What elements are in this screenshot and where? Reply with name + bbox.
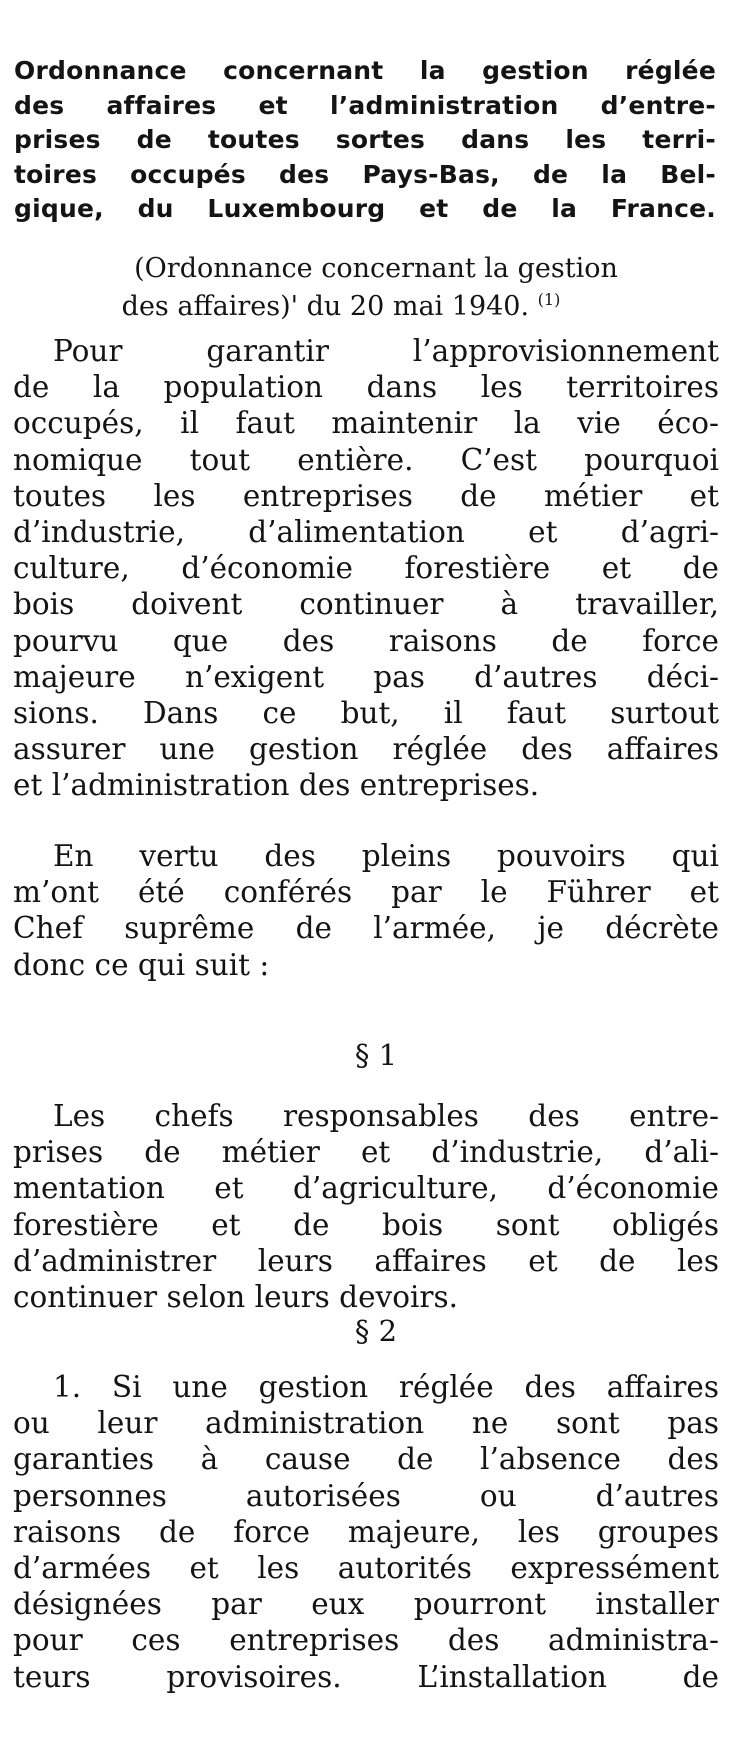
text-line: toutes les entreprises de métier et — [13, 478, 719, 513]
subtitle-line — [0, 284, 752, 322]
ordinance-subtitle — [0, 253, 752, 322]
text-line: sions. Dans ce but, il faut surtout — [13, 696, 719, 731]
text-line: majeure n’exigent pas d’autres déci- — [13, 659, 719, 694]
title-line: prises de toutes sortes dans les terri- — [14, 125, 716, 154]
text-line: raisons de force majeure, les groupes — [13, 1514, 719, 1549]
text-line: Chef suprême de l’armée, je décrète — [13, 911, 719, 946]
section-2-paragraph — [13, 1369, 719, 1695]
text-line: pour ces entreprises des administra- — [13, 1623, 719, 1658]
text-line: et l’administration des entreprises. — [13, 768, 540, 803]
subtitle-line: (Ordonnance concernant la gestion — [134, 253, 618, 284]
text-line: d’industrie, d’alimentation et d’agri- — [13, 515, 719, 550]
text-line: assurer une gestion réglée des affaires — [13, 732, 719, 767]
text-line: Les chefs responsables des entre- — [53, 1099, 719, 1133]
text-line: continuer selon leurs devoirs. — [13, 1280, 459, 1315]
title-line: des affaires et l’administration d’entre- — [14, 90, 716, 120]
text-line: Pour garantir l’approvisionnement — [53, 334, 719, 368]
preamble-paragraph — [13, 333, 719, 804]
text-line: pourvu que des raisons de force — [13, 623, 719, 658]
text-line: prises de métier et d’industrie, d’ali- — [13, 1135, 719, 1170]
subtitle-date: des affaires)' du 20 mai 1940. — [121, 291, 530, 322]
title-line: gique, du Luxembourg et de la France. — [14, 194, 716, 223]
title-line: toires occupés des Pays-Bas, de la Bel- — [14, 159, 716, 189]
section-1-paragraph — [13, 1098, 719, 1315]
text-line: nomique tout entière. C’est pourquoi — [13, 442, 719, 477]
text-line: m’ont été conférés par le Führer et — [13, 875, 719, 910]
text-line: En vertu des pleins pouvoirs qui — [53, 839, 719, 873]
section-1-heading: § 1 — [354, 1038, 398, 1072]
title-line: Ordonnance concernant la gestion réglée — [14, 56, 716, 85]
section-2-heading: § 2 — [354, 1314, 398, 1348]
ordinance-title — [14, 54, 716, 227]
decree-paragraph — [13, 838, 719, 983]
text-line: culture, d’économie forestière et de — [13, 551, 719, 586]
text-line: forestière et de bois sont obligés — [13, 1207, 719, 1242]
text-line: occupés, il faut maintenir la vie éco- — [13, 406, 719, 441]
text-line: d’armées et les autorités expressément — [13, 1551, 719, 1586]
text-line: 1. Si une gestion réglée des affaires — [53, 1370, 719, 1404]
text-line: ou leur administration ne sont pas — [13, 1406, 719, 1441]
text-line: de la population dans les territoires — [13, 370, 719, 405]
text-line: teurs provisoires. L’installation de — [13, 1659, 719, 1694]
text-line: désignées par eux pourront installer — [13, 1587, 719, 1622]
text-line: d’administrer leurs affaires et de les — [13, 1243, 719, 1278]
text-line: mentation et d’agriculture, d’économie — [13, 1171, 719, 1206]
text-line: personnes autorisées ou d’autres — [13, 1478, 719, 1513]
text-line: bois doivent continuer à travailler, — [13, 587, 719, 622]
text-line: donc ce qui suit : — [13, 947, 270, 982]
text-line: garanties à cause de l’absence des — [13, 1442, 719, 1477]
footnote-mark: (1) — [537, 290, 561, 309]
